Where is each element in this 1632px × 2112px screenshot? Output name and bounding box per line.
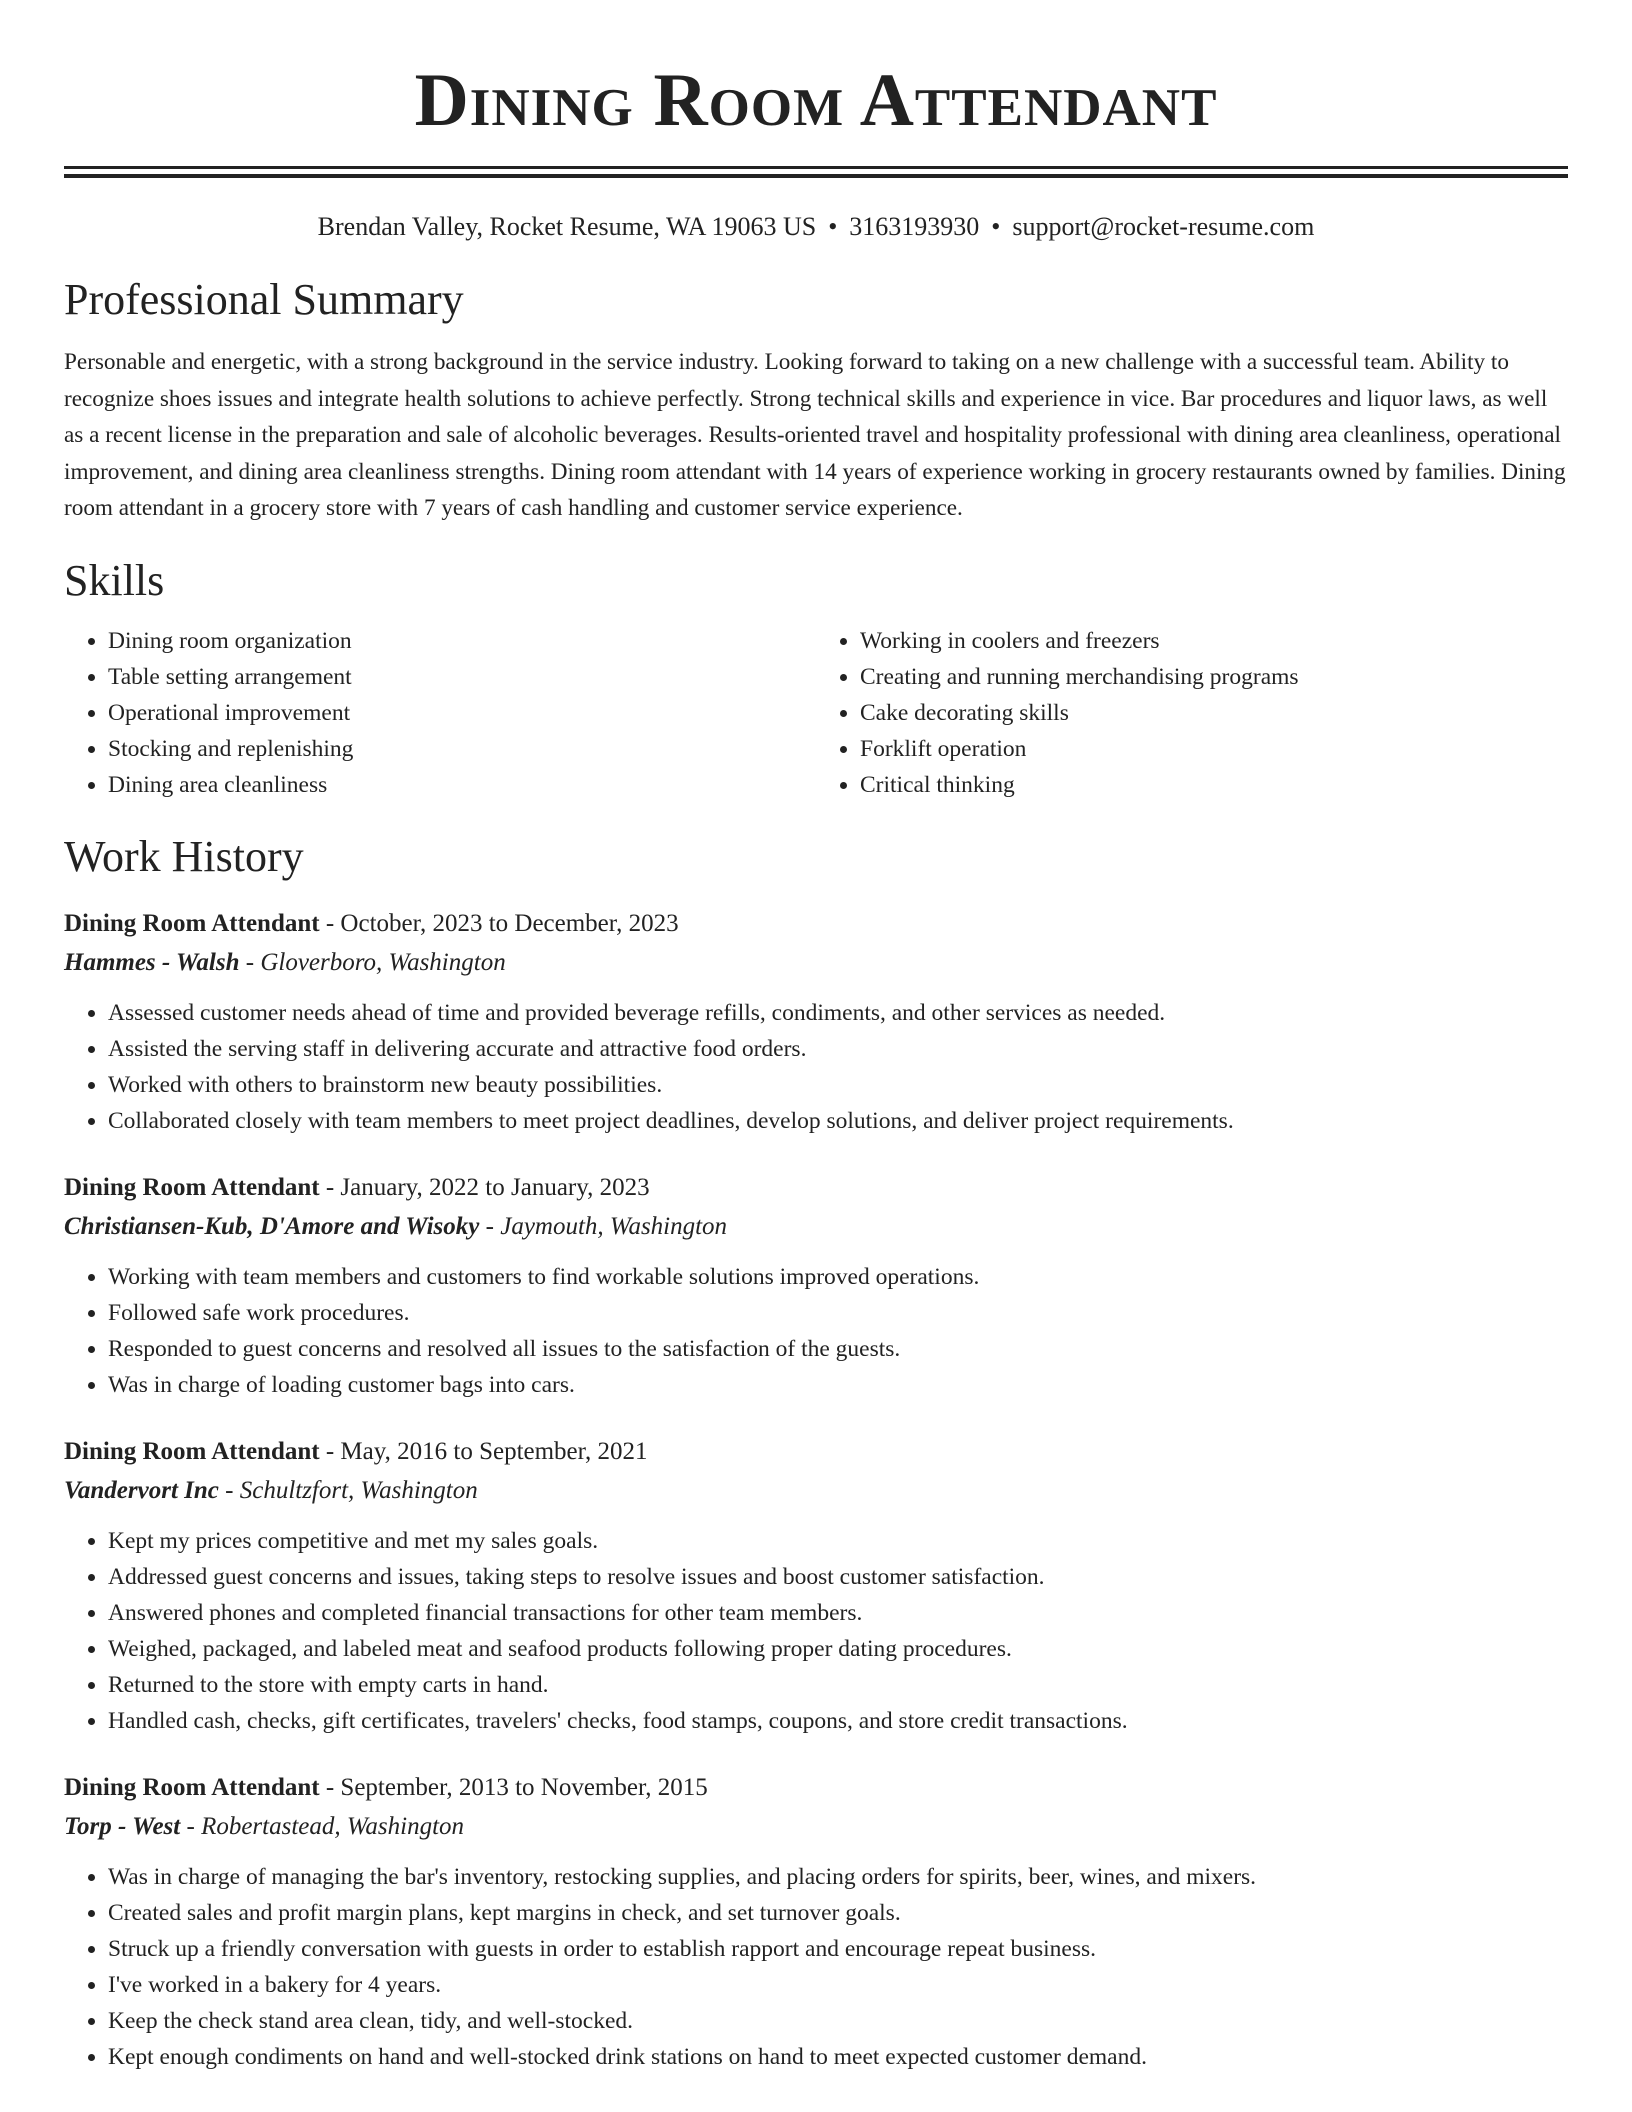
skills-list [64,623,1568,803]
skill-item: • Critical thinking [860,767,1568,803]
job-duty: • Worked with others to brainstorm new beauty possibilities. [108,1067,1568,1103]
job-duties [64,1859,1568,2075]
job-duty: • Collaborated closely with team members to meet project deadlines, develop solutions, and deliver project requirements. [108,1103,1568,1139]
job-employer: Christiansen-Kub, D'Amore and Wisoky - Jaymouth, Washington [64,1212,728,1240]
summary-text: Personable and energetic, with a strong background in the service industry. Looking forward to taking on a new challenge with a successful team. Ability to recognize shoes issues and integrate health solutions to achieve perfectly. Strong technical skills and experience in vice. Bar procedures and liquor laws, as well as a recent license in the preparation and sale of alcoholic beverages. Results-oriented travel and hospitality professional with dining area cleanliness, operational improvement, and dining area cleanliness strengths. Dining room attendant with 14 years of experience working in grocery restaurants owned by families. Dining room attendant in a grocery store with 7 years of cash handling and customer service experience. [64,349,1566,522]
skill-item: • Cake decorating skills [860,695,1568,731]
skills-column-right [816,623,1568,803]
job-duty: • Keep the check stand area clean, tidy, and well-stocked. [108,2003,1568,2039]
job-company: Hammes - Walsh [64,948,240,976]
job-header: Dining Room Attendant - May, 2016 to September, 2021 [64,1437,648,1465]
job-duty: • Handled cash, checks, gift certificates, travelers' checks, food stamps, coupons, and store credit transactions. [108,1703,1568,1739]
skill-item: • Forklift operation [860,731,1568,767]
contact-separator: • [991,212,1001,241]
job-location: Robertastead, Washington [201,1812,465,1840]
skills-column-left [64,623,816,803]
skills-heading: Skills [64,555,165,605]
work-history-heading: Work History [64,831,304,881]
job-duty: • I've worked in a bakery for 4 years. [108,1967,1568,2003]
job-header: Dining Room Attendant - September, 2013 to November, 2015 [64,1773,708,1801]
job-location: Jaymouth, Washington [500,1212,728,1240]
job-duties [64,995,1568,1139]
job-header: Dining Room Attendant - January, 2022 to January, 2023 [64,1173,650,1201]
job-duty: • Followed safe work procedures. [108,1295,1568,1331]
job-duty: • Created sales and profit margin plans, kept margins in check, and set turnover goals. [108,1895,1568,1931]
job-dates: May, 2016 to September, 2021 [340,1437,648,1465]
job-duties [64,1523,1568,1739]
job-duty: • Struck up a friendly conversation with guests in order to establish rapport and encourage repeat business. [108,1931,1568,1967]
job-duty: • Assisted the serving staff in delivering accurate and attractive food orders. [108,1031,1568,1067]
job-location: Schultzfort, Washington [239,1476,478,1504]
divider-line-top [64,166,1568,169]
job-duty: • Weighed, packaged, and labeled meat and seafood products following proper dating procedures. [108,1631,1568,1667]
job-employer: Torp - West - Robertastead, Washington [64,1812,465,1840]
job-role: Dining Room Attendant [64,1173,320,1201]
job-role: Dining Room Attendant [64,1773,320,1801]
skill-item: • Working in coolers and freezers [860,623,1568,659]
header-divider [64,166,1568,178]
skill-item: • Dining area cleanliness [108,767,816,803]
resume-name: Dining Room Attendant [414,59,1218,142]
job-header: Dining Room Attendant - October, 2023 to December, 2023 [64,909,679,937]
skill-item: • Dining room organization [108,623,816,659]
contact-phone: 3163193930 [849,212,980,241]
job-entry [64,1769,1568,2075]
contact-address: Brendan Valley, Rocket Resume, WA 19063 US [317,212,817,241]
divider-line-bottom [64,174,1568,178]
job-employer: Hammes - Walsh - Gloverboro, Washington [64,948,506,976]
job-employer: Vandervort Inc - Schultzfort, Washington [64,1476,478,1504]
job-duties [64,1259,1568,1403]
job-entry [64,1433,1568,1739]
job-company: Christiansen-Kub, D'Amore and Wisoky [64,1212,480,1240]
job-duty: • Kept my prices competitive and met my sales goals. [108,1523,1568,1559]
job-dates: January, 2022 to January, 2023 [340,1173,650,1201]
contact-line [64,210,1568,244]
job-role: Dining Room Attendant [64,909,320,937]
skill-item: • Stocking and replenishing [108,731,816,767]
job-dates: October, 2023 to December, 2023 [340,909,679,937]
job-dates: September, 2013 to November, 2015 [340,1773,708,1801]
job-company: Vandervort Inc [64,1476,219,1504]
skill-item: • Operational improvement [108,695,816,731]
job-duty: • Addressed guest concerns and issues, taking steps to resolve issues and boost customer satisfaction. [108,1559,1568,1595]
job-duty: • Assessed customer needs ahead of time and provided beverage refills, condiments, and other services as needed. [108,995,1568,1031]
job-duty: • Working with team members and customers to find workable solutions improved operations. [108,1259,1568,1295]
job-location: Gloverboro, Washington [260,948,506,976]
contact-email: support@rocket-resume.com [1012,212,1315,241]
contact-separator: • [828,212,838,241]
job-duty: • Kept enough condiments on hand and well-stocked drink stations on hand to meet expected customer demand. [108,2039,1568,2075]
summary-heading: Professional Summary [64,275,464,324]
skill-item: • Table setting arrangement [108,659,816,695]
job-company: Torp - West [64,1812,181,1840]
job-role: Dining Room Attendant [64,1437,320,1465]
job-entry [64,1169,1568,1403]
job-duty: • Was in charge of managing the bar's inventory, restocking supplies, and placing orders for spirits, beer, wines, and mixers. [108,1859,1568,1895]
job-duty: • Returned to the store with empty carts in hand. [108,1667,1568,1703]
job-duty: • Responded to guest concerns and resolved all issues to the satisfaction of the guests. [108,1331,1568,1367]
job-entry [64,905,1568,1139]
job-duty: • Was in charge of loading customer bags into cars. [108,1367,1568,1403]
skill-item: • Creating and running merchandising programs [860,659,1568,695]
job-duty: • Answered phones and completed financial transactions for other team members. [108,1595,1568,1631]
